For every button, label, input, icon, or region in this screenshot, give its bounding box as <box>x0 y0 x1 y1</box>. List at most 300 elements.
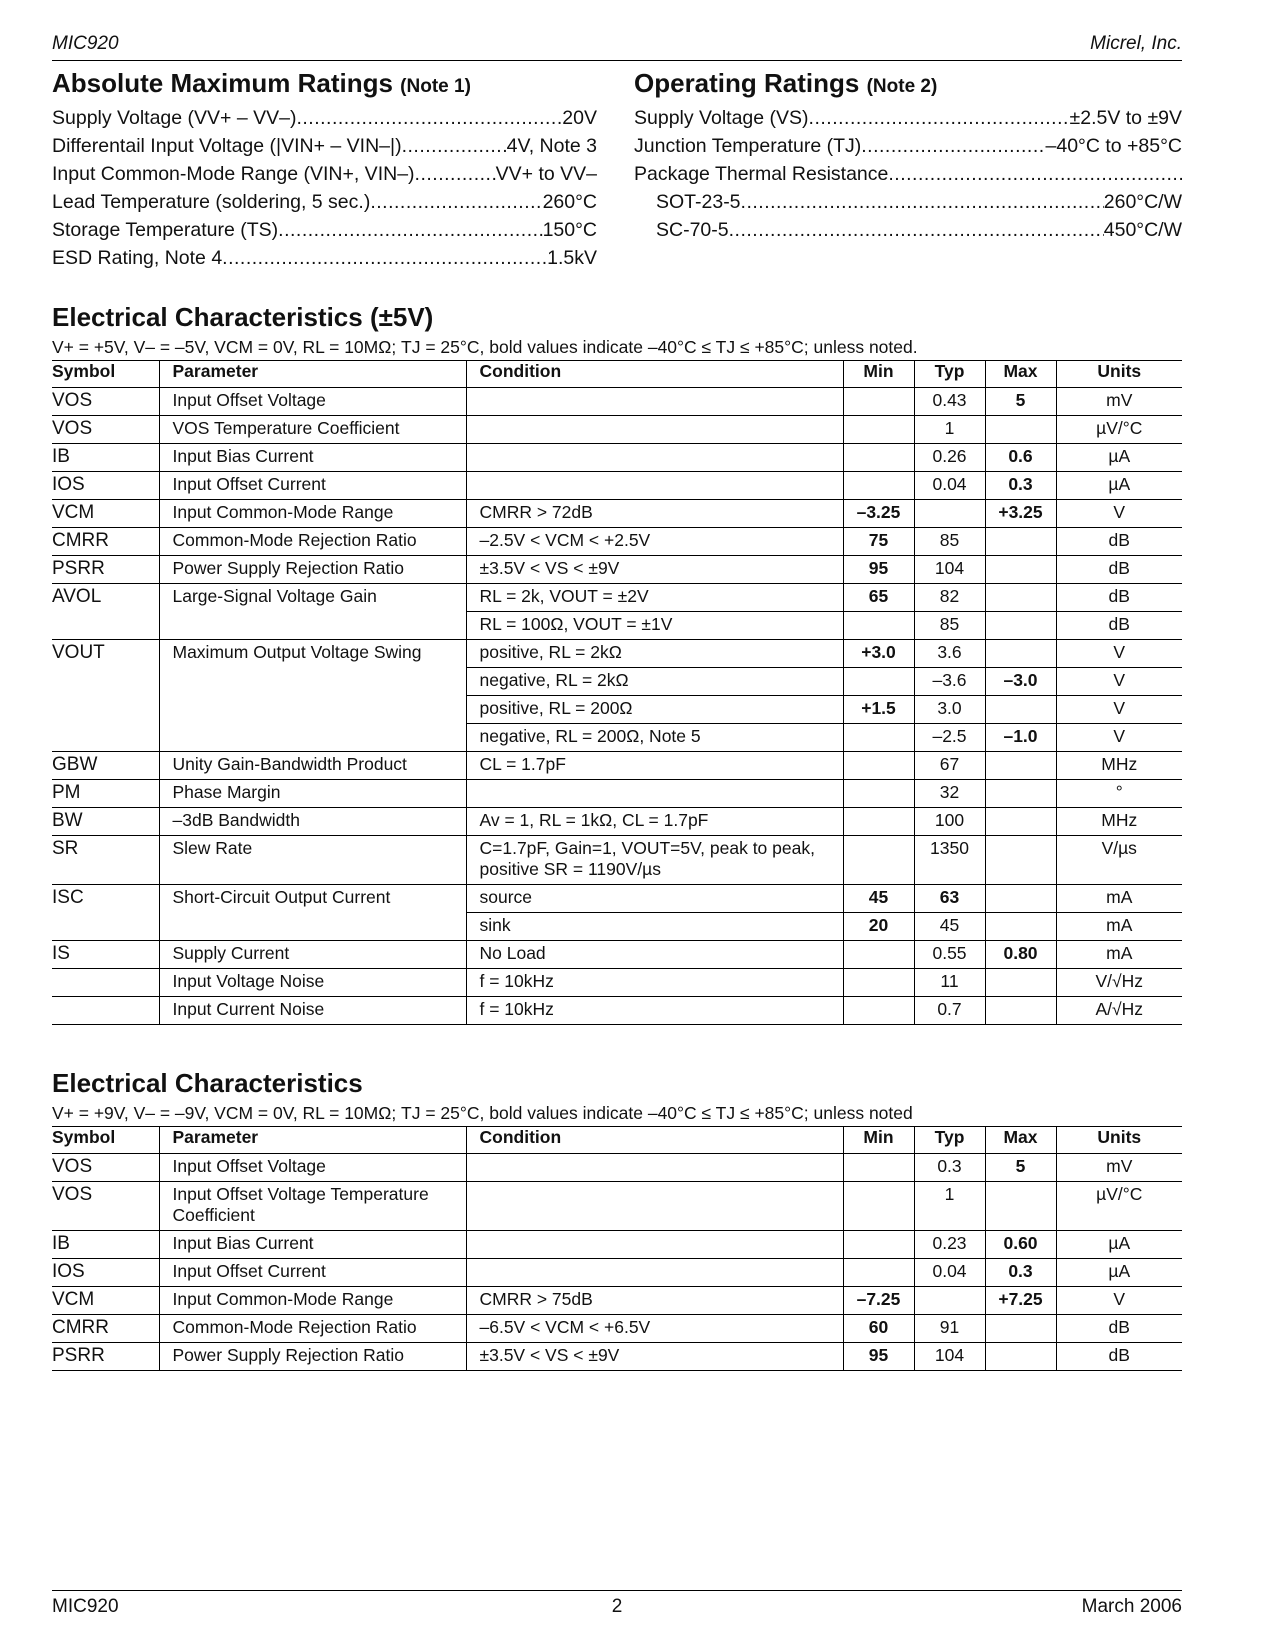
table-cell: PM <box>52 780 159 808</box>
electrical-characteristics-5v <box>52 300 1182 1025</box>
table-cell: MHz <box>1056 752 1182 780</box>
table-cell: Av = 1, RL = 1kΩ, CL = 1.7pF <box>466 808 843 836</box>
table-cell: dB <box>1056 556 1182 584</box>
leader-dots <box>370 188 542 216</box>
table-cell: PSRR <box>52 556 159 584</box>
table-cell: 5 <box>985 1154 1056 1182</box>
operating-ratings <box>634 66 1182 244</box>
table-cell: mA <box>1056 885 1182 913</box>
table-cell: V <box>1056 500 1182 528</box>
table-cell: 0.80 <box>985 941 1056 969</box>
table-cell: 11 <box>914 969 985 997</box>
table-cell: 104 <box>914 556 985 584</box>
table-row <box>52 640 1182 668</box>
table-cell: positive, RL = 2kΩ <box>466 640 843 668</box>
rating-row <box>52 188 597 216</box>
table-cell: BW <box>52 808 159 836</box>
table-row <box>52 1287 1182 1315</box>
table-cell <box>985 1315 1056 1343</box>
table-cell: source <box>466 885 843 913</box>
table-cell <box>843 612 914 640</box>
rating-name: ESD Rating, Note 4 <box>52 247 223 269</box>
rating-name: Supply Voltage (VV+ – VV–) <box>52 107 297 129</box>
table-cell: 0.04 <box>914 1259 985 1287</box>
rating-name: Differentail Input Voltage (|VIN+ – VIN–|) <box>52 135 402 157</box>
column-header: Condition <box>466 361 843 388</box>
table-cell <box>985 780 1056 808</box>
table-cell: 67 <box>914 752 985 780</box>
table-cell: mA <box>1056 941 1182 969</box>
table-cell <box>985 556 1056 584</box>
column-header: Symbol <box>52 361 159 388</box>
table-cell: Large-Signal Voltage Gain <box>159 584 466 612</box>
table-cell: 3.6 <box>914 640 985 668</box>
rating-name: SOT-23-5 <box>656 191 741 213</box>
table-cell: A/√Hz <box>1056 997 1182 1025</box>
table-cell: Short-Circuit Output Current <box>159 885 466 913</box>
table-cell: Input Offset Current <box>159 1259 466 1287</box>
table-cell: µA <box>1056 472 1182 500</box>
table-cell: µV/°C <box>1056 1182 1182 1231</box>
table-cell: 32 <box>914 780 985 808</box>
table-cell <box>843 780 914 808</box>
leader-dots <box>741 188 1104 216</box>
table-cell: VOS Temperature Coefficient <box>159 416 466 444</box>
table-row <box>52 941 1182 969</box>
table-cell: CL = 1.7pF <box>466 752 843 780</box>
table-cell <box>466 1259 843 1287</box>
table-cell <box>985 584 1056 612</box>
column-header: Condition <box>466 1127 843 1154</box>
table-row <box>52 472 1182 500</box>
table-cell: sink <box>466 913 843 941</box>
electrical-characteristics-9v <box>52 1066 1182 1371</box>
table-cell: Slew Rate <box>159 836 466 885</box>
table-cell <box>985 416 1056 444</box>
header-part-number: MIC920 <box>52 33 119 54</box>
table-cell: Power Supply Rejection Ratio <box>159 1343 466 1371</box>
table-cell <box>843 808 914 836</box>
table-row <box>52 1154 1182 1182</box>
table-cell: VOS <box>52 388 159 416</box>
leader-dots <box>222 244 547 272</box>
table-cell: 85 <box>914 612 985 640</box>
table-cell <box>466 388 843 416</box>
rating-value: 260°C/W <box>1103 191 1182 213</box>
table-cell: CMRR <box>52 528 159 556</box>
rating-name: Junction Temperature (TJ) <box>634 135 862 157</box>
table-row <box>52 913 1182 941</box>
table-cell <box>52 696 159 724</box>
table-cell: VOS <box>52 1182 159 1231</box>
table-cell: negative, RL = 200Ω, Note 5 <box>466 724 843 752</box>
table-cell: +3.25 <box>985 500 1056 528</box>
table-cell: IOS <box>52 1259 159 1287</box>
table-cell: V <box>1056 696 1182 724</box>
table-row <box>52 556 1182 584</box>
table-cell: 20 <box>843 913 914 941</box>
table-cell <box>985 808 1056 836</box>
table-cell: 0.60 <box>985 1231 1056 1259</box>
datasheet-page <box>52 0 1182 1650</box>
table-cell: 85 <box>914 528 985 556</box>
table-cell <box>466 1182 843 1231</box>
table-cell: IB <box>52 444 159 472</box>
table-cell: Supply Current <box>159 941 466 969</box>
table-row <box>52 528 1182 556</box>
table-cell: 5 <box>985 388 1056 416</box>
table-row <box>52 724 1182 752</box>
table-cell: CMRR > 75dB <box>466 1287 843 1315</box>
rating-value: ±2.5V to ±9V <box>1069 107 1182 129</box>
rating-value: 150°C <box>542 219 597 241</box>
table-cell <box>466 444 843 472</box>
table-cell <box>843 1182 914 1231</box>
rating-value: 450°C/W <box>1103 219 1182 241</box>
table-cell: 45 <box>843 885 914 913</box>
table-cell <box>985 1343 1056 1371</box>
footer-part-number: MIC920 <box>52 1596 119 1617</box>
section-title: Absolute Maximum Ratings (Note 1) <box>52 68 471 98</box>
table-row <box>52 696 1182 724</box>
table-cell: IS <box>52 941 159 969</box>
table-cell: Input Offset Current <box>159 472 466 500</box>
table-cell: V <box>1056 668 1182 696</box>
table-cell <box>843 836 914 885</box>
table-cell: Input Common-Mode Range <box>159 1287 466 1315</box>
column-header: Units <box>1056 361 1182 388</box>
characteristics-table <box>52 360 1182 1025</box>
table-cell: Input Voltage Noise <box>159 969 466 997</box>
table-cell: Maximum Output Voltage Swing <box>159 640 466 668</box>
table-cell: GBW <box>52 752 159 780</box>
table-cell <box>843 969 914 997</box>
table-cell <box>843 444 914 472</box>
table-cell <box>466 1231 843 1259</box>
table-cell <box>914 500 985 528</box>
table-cell: Input Common-Mode Range <box>159 500 466 528</box>
rating-value: 20V <box>562 107 597 129</box>
table-cell <box>843 668 914 696</box>
table-cell <box>52 969 159 997</box>
table-cell: PSRR <box>52 1343 159 1371</box>
table-cell <box>159 668 466 696</box>
rating-row <box>52 244 597 272</box>
table-cell: positive, RL = 200Ω <box>466 696 843 724</box>
table-cell <box>52 668 159 696</box>
table-cell: Power Supply Rejection Ratio <box>159 556 466 584</box>
table-cell <box>985 640 1056 668</box>
leader-dots <box>402 132 507 160</box>
table-cell <box>159 696 466 724</box>
table-cell: C=1.7pF, Gain=1, VOUT=5V, peak to peak, positive SR = 1190V/µs <box>466 836 843 885</box>
table-cell: V <box>1056 640 1182 668</box>
table-cell: 0.26 <box>914 444 985 472</box>
table-cell: –3dB Bandwidth <box>159 808 466 836</box>
table-cell <box>159 612 466 640</box>
table-cell: 0.43 <box>914 388 985 416</box>
table-cell <box>843 724 914 752</box>
table-row <box>52 444 1182 472</box>
table-cell: dB <box>1056 528 1182 556</box>
rating-name: Supply Voltage (VS) <box>634 107 809 129</box>
column-header: Units <box>1056 1127 1182 1154</box>
table-cell <box>843 1259 914 1287</box>
table-cell <box>985 913 1056 941</box>
table-row <box>52 997 1182 1025</box>
table-row <box>52 1315 1182 1343</box>
table-cell: V/√Hz <box>1056 969 1182 997</box>
table-header-row <box>52 1127 1182 1154</box>
leader-dots <box>296 104 562 132</box>
table-cell: Input Current Noise <box>159 997 466 1025</box>
table-cell: µV/°C <box>1056 416 1182 444</box>
table-cell: –3.6 <box>914 668 985 696</box>
table-cell: VCM <box>52 500 159 528</box>
table-cell: IOS <box>52 472 159 500</box>
table-cell: negative, RL = 2kΩ <box>466 668 843 696</box>
table-cell <box>843 416 914 444</box>
column-header: Max <box>985 1127 1056 1154</box>
header-company: Micrel, Inc. <box>1090 33 1182 54</box>
table-cell: SR <box>52 836 159 885</box>
table-cell <box>914 1287 985 1315</box>
table-header-row <box>52 361 1182 388</box>
rating-row <box>634 188 1182 216</box>
table-cell: –1.0 <box>985 724 1056 752</box>
table-cell: –2.5V < VCM < +2.5V <box>466 528 843 556</box>
table-cell: mV <box>1056 1154 1182 1182</box>
rating-value: –40°C to +85°C <box>1045 135 1182 157</box>
table-cell <box>985 612 1056 640</box>
table-cell: 104 <box>914 1343 985 1371</box>
table-cell <box>52 612 159 640</box>
leader-dots <box>729 216 1104 244</box>
table-row <box>52 1231 1182 1259</box>
table-cell: ° <box>1056 780 1182 808</box>
table-cell: ±3.5V < VS < ±9V <box>466 556 843 584</box>
table-cell <box>159 724 466 752</box>
table-cell: Common-Mode Rejection Ratio <box>159 528 466 556</box>
table-cell <box>985 752 1056 780</box>
test-conditions: V+ = +5V, V– = –5V, VCM = 0V, RL = 10MΩ; TJ = 25°C, bold values indicate –40°C ≤ TJ ≤ +85°C; unless noted. <box>52 337 918 357</box>
table-cell: mV <box>1056 388 1182 416</box>
table-cell: 0.7 <box>914 997 985 1025</box>
rating-row <box>634 160 1182 188</box>
table-cell: 91 <box>914 1315 985 1343</box>
table-cell: V/µs <box>1056 836 1182 885</box>
table-cell: V <box>1056 1287 1182 1315</box>
table-cell <box>985 997 1056 1025</box>
table-cell: –6.5V < VCM < +6.5V <box>466 1315 843 1343</box>
table-row <box>52 416 1182 444</box>
table-cell <box>843 388 914 416</box>
leader-dots <box>278 216 542 244</box>
table-cell: 82 <box>914 584 985 612</box>
table-row <box>52 1182 1182 1231</box>
table-cell: Phase Margin <box>159 780 466 808</box>
rating-name: Package Thermal Resistance <box>634 163 889 185</box>
table-cell: +3.0 <box>843 640 914 668</box>
table-cell: µA <box>1056 444 1182 472</box>
column-header: Min <box>843 1127 914 1154</box>
table-cell: CMRR > 72dB <box>466 500 843 528</box>
table-cell: 1 <box>914 1182 985 1231</box>
table-cell: +7.25 <box>985 1287 1056 1315</box>
table-cell <box>52 724 159 752</box>
table-row <box>52 1259 1182 1287</box>
table-cell <box>985 885 1056 913</box>
table-cell <box>985 1182 1056 1231</box>
section-title: Electrical Characteristics <box>52 1068 363 1098</box>
table-cell: mA <box>1056 913 1182 941</box>
table-cell: MHz <box>1056 808 1182 836</box>
table-cell: VOS <box>52 1154 159 1182</box>
table-row <box>52 836 1182 885</box>
table-cell: +1.5 <box>843 696 914 724</box>
table-cell: Input Bias Current <box>159 1231 466 1259</box>
characteristics-table <box>52 1126 1182 1371</box>
table-cell: 3.0 <box>914 696 985 724</box>
rating-row <box>634 104 1182 132</box>
table-cell: 0.04 <box>914 472 985 500</box>
leader-dots <box>415 160 496 188</box>
table-cell: IB <box>52 1231 159 1259</box>
table-row <box>52 584 1182 612</box>
table-cell: V <box>1056 724 1182 752</box>
table-cell: Input Offset Voltage <box>159 1154 466 1182</box>
table-row <box>52 500 1182 528</box>
rating-row <box>634 216 1182 244</box>
table-row <box>52 1343 1182 1371</box>
table-cell: 95 <box>843 556 914 584</box>
rating-row <box>52 132 597 160</box>
rating-name: SC-70-5 <box>656 219 729 241</box>
leader-dots <box>888 160 1182 188</box>
leader-dots <box>809 104 1070 132</box>
table-cell <box>466 1154 843 1182</box>
table-cell <box>843 1154 914 1182</box>
column-header: Min <box>843 361 914 388</box>
table-cell: 95 <box>843 1343 914 1371</box>
table-row <box>52 752 1182 780</box>
rating-row <box>52 160 597 188</box>
table-cell <box>843 752 914 780</box>
table-cell: ISC <box>52 887 84 908</box>
table-cell: Common-Mode Rejection Ratio <box>159 1315 466 1343</box>
table-cell: dB <box>1056 584 1182 612</box>
table-cell: 0.3 <box>985 1259 1056 1287</box>
table-cell <box>52 913 159 941</box>
table-cell: –7.25 <box>843 1287 914 1315</box>
rating-row <box>634 132 1182 160</box>
table-cell: 0.23 <box>914 1231 985 1259</box>
table-cell: –3.25 <box>843 500 914 528</box>
table-row <box>52 780 1182 808</box>
footer-date: March 2006 <box>1081 1596 1182 1617</box>
rating-value: 1.5kV <box>547 247 597 269</box>
table-cell: RL = 100Ω, VOUT = ±1V <box>466 612 843 640</box>
rating-row <box>52 216 597 244</box>
rating-row <box>52 104 597 132</box>
table-cell: –2.5 <box>914 724 985 752</box>
table-cell: RL = 2k, VOUT = ±2V <box>466 584 843 612</box>
table-cell: 0.55 <box>914 941 985 969</box>
table-cell: 0.6 <box>985 444 1056 472</box>
rating-value: 4V, Note 3 <box>506 135 597 157</box>
table-cell: µA <box>1056 1259 1182 1287</box>
table-cell: Input Bias Current <box>159 444 466 472</box>
column-header: Parameter <box>159 1127 466 1154</box>
table-cell <box>985 969 1056 997</box>
table-row <box>52 885 1182 913</box>
table-cell: AVOL <box>52 586 102 607</box>
page-footer <box>52 1590 1182 1631</box>
page-header <box>52 30 1182 61</box>
page-number: 2 <box>611 1596 623 1617</box>
column-header: Typ <box>914 1127 985 1154</box>
table-cell: No Load <box>466 941 843 969</box>
table-cell: 0.3 <box>914 1154 985 1182</box>
table-cell: 65 <box>843 584 914 612</box>
table-cell <box>843 997 914 1025</box>
rating-value: 260°C <box>542 191 597 213</box>
table-cell: VCM <box>52 1287 159 1315</box>
table-cell <box>843 941 914 969</box>
table-cell <box>843 1231 914 1259</box>
table-cell <box>466 416 843 444</box>
table-cell: Input Offset Voltage Temperature Coefficient <box>159 1182 466 1231</box>
table-cell <box>985 836 1056 885</box>
column-header: Max <box>985 361 1056 388</box>
table-cell <box>466 780 843 808</box>
table-row <box>52 388 1182 416</box>
table-row <box>52 612 1182 640</box>
column-header: Typ <box>914 361 985 388</box>
table-cell <box>159 913 466 941</box>
table-cell: f = 10kHz <box>466 997 843 1025</box>
column-header: Parameter <box>159 361 466 388</box>
absolute-maximum-ratings <box>52 66 597 272</box>
table-cell: VOUT <box>52 642 105 663</box>
table-cell <box>466 472 843 500</box>
table-cell <box>985 528 1056 556</box>
table-cell <box>843 472 914 500</box>
table-cell: –3.0 <box>985 668 1056 696</box>
table-cell <box>52 997 159 1025</box>
table-cell: Unity Gain-Bandwidth Product <box>159 752 466 780</box>
table-cell: 60 <box>843 1315 914 1343</box>
table-cell: ±3.5V < VS < ±9V <box>466 1343 843 1371</box>
table-cell: 100 <box>914 808 985 836</box>
rating-name: Input Common-Mode Range (VIN+, VIN–) <box>52 163 415 185</box>
table-cell: Input Offset Voltage <box>159 388 466 416</box>
rating-name: Lead Temperature (soldering, 5 sec.) <box>52 191 371 213</box>
table-cell: dB <box>1056 1343 1182 1371</box>
table-cell: 1350 <box>914 836 985 885</box>
table-cell <box>985 696 1056 724</box>
table-cell: µA <box>1056 1231 1182 1259</box>
table-cell: 63 <box>914 885 985 913</box>
table-row <box>52 969 1182 997</box>
table-cell: dB <box>1056 612 1182 640</box>
table-cell: VOS <box>52 416 159 444</box>
table-cell: 45 <box>914 913 985 941</box>
section-title: Electrical Characteristics (±5V) <box>52 302 434 332</box>
table-cell: dB <box>1056 1315 1182 1343</box>
table-cell: CMRR <box>52 1315 159 1343</box>
rating-value: VV+ to VV– <box>495 163 597 185</box>
